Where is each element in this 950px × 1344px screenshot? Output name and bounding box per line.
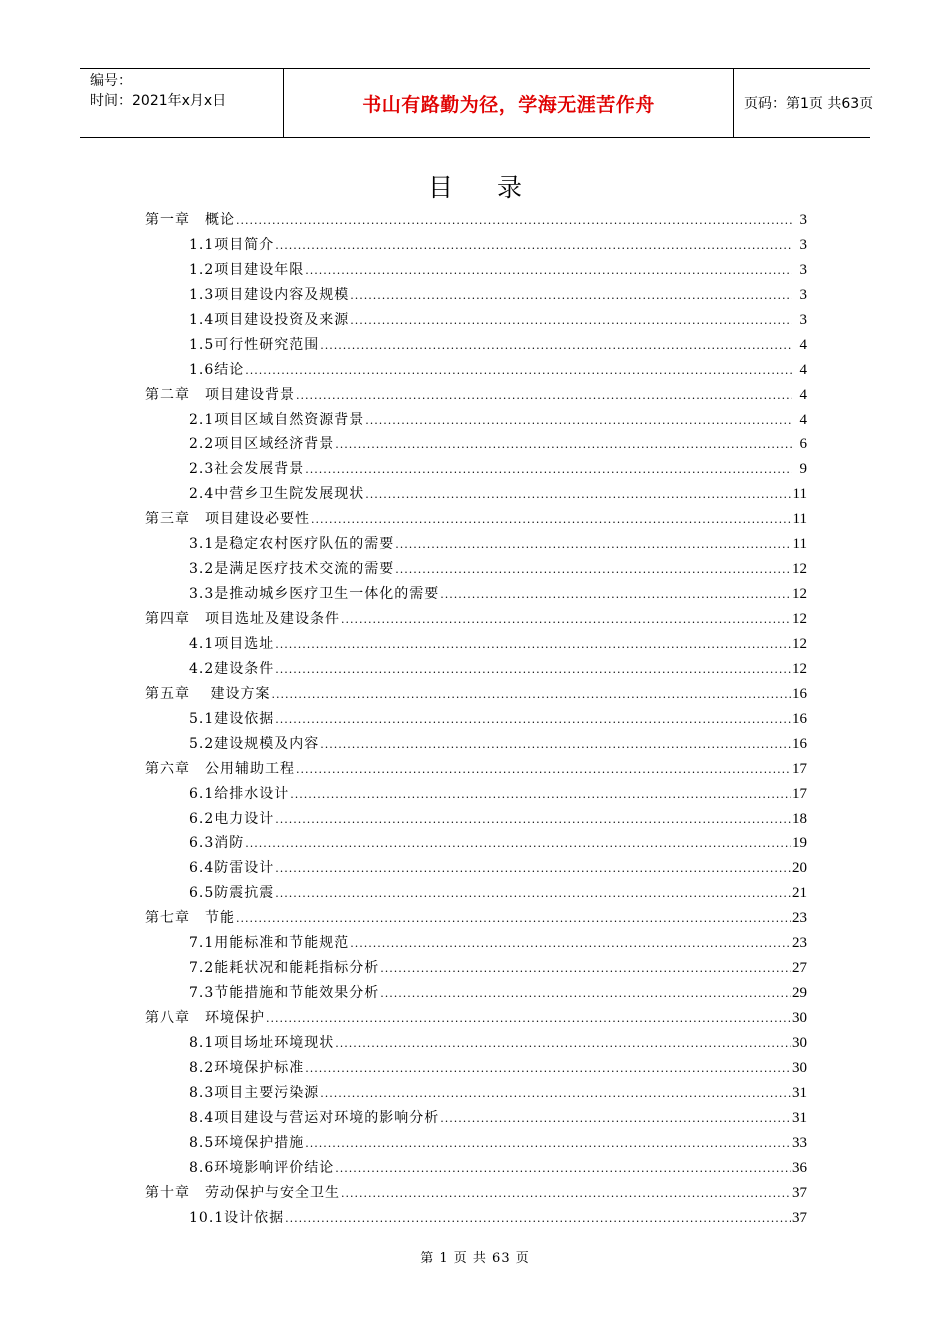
toc-page-number: 3 <box>799 212 807 228</box>
toc-section-entry[interactable] <box>145 657 807 682</box>
toc-section-entry[interactable] <box>145 408 807 433</box>
toc-dot-leader <box>296 384 792 409</box>
toc-dot-leader <box>395 533 791 558</box>
toc-dot-leader <box>380 982 791 1007</box>
table-of-contents <box>145 208 807 1230</box>
toc-section-entry[interactable] <box>145 582 807 607</box>
toc-dot-leader <box>341 608 791 633</box>
toc-entry-title: 第三章 项目建设必要性 <box>145 511 310 528</box>
toc-dot-leader <box>275 658 791 683</box>
toc-entry-title: 6.4防雷设计 <box>189 860 275 877</box>
toc-dot-leader <box>271 683 791 708</box>
toc-section-entry[interactable] <box>145 532 807 557</box>
header-motto: 书山有路勤为径，学海无涯苦作舟 <box>362 93 655 116</box>
toc-entry-title: 8.4项目建设与营运对环境的影响分析 <box>189 1109 440 1126</box>
toc-section-entry[interactable] <box>145 233 807 258</box>
toc-entry-title: 1.3项目建设内容及规模 <box>189 286 350 303</box>
toc-entry-title: 第十章 劳动保护与安全卫生 <box>145 1184 340 1201</box>
toc-dot-leader <box>296 758 791 783</box>
toc-section-entry[interactable] <box>145 1056 807 1081</box>
toc-section-entry[interactable] <box>145 1031 807 1056</box>
toc-dot-leader <box>335 433 792 458</box>
toc-entry-title: 8.6环境影响评价结论 <box>189 1159 335 1176</box>
toc-entry-title: 1.2项目建设年限 <box>189 261 305 278</box>
toc-entry-title: 第七章 节能 <box>145 910 235 927</box>
toc-page-number: 17 <box>792 760 807 777</box>
toc-entry-title: 3.2是满足医疗技术交流的需要 <box>189 561 395 578</box>
toc-entry-title: 1.4项目建设投资及来源 <box>189 311 350 328</box>
toc-entry-title: 6.1给排水设计 <box>189 785 290 802</box>
toc-page-number: 12 <box>792 611 807 627</box>
toc-section-entry[interactable] <box>145 632 807 657</box>
toc-dot-leader <box>335 1157 791 1182</box>
toc-page-number: 12 <box>792 586 807 603</box>
toc-dot-leader <box>395 558 791 583</box>
toc-page-number: 37 <box>792 1184 807 1201</box>
toc-dot-leader <box>440 583 791 608</box>
toc-dot-leader <box>320 733 791 758</box>
toc-section-entry[interactable] <box>145 432 807 457</box>
toc-chapter-entry[interactable] <box>145 1006 807 1031</box>
toc-chapter-entry[interactable] <box>145 757 807 782</box>
toc-chapter-entry[interactable] <box>145 383 807 408</box>
toc-section-entry[interactable] <box>145 732 807 757</box>
toc-page-number: 23 <box>792 910 807 927</box>
toc-entry-title: 1.6结论 <box>189 361 245 378</box>
toc-chapter-entry[interactable] <box>145 682 807 707</box>
toc-dot-leader <box>275 808 791 833</box>
toc-chapter-entry[interactable] <box>145 906 807 931</box>
toc-section-entry[interactable] <box>145 457 807 482</box>
toc-entry-title: 2.2项目区域经济背景 <box>189 436 335 453</box>
toc-dot-leader <box>236 907 791 932</box>
toc-page-number: 19 <box>792 835 807 852</box>
toc-entry-title: 5.1建设依据 <box>189 710 275 727</box>
toc-section-entry[interactable] <box>145 981 807 1006</box>
toc-entry-title: 4.1项目选址 <box>189 635 275 652</box>
toc-page-number: 31 <box>792 1084 807 1101</box>
toc-page-number: 33 <box>792 1134 807 1151</box>
toc-section-entry[interactable] <box>145 831 807 856</box>
toc-page-number: 16 <box>792 710 807 727</box>
toc-dot-leader <box>305 1132 791 1157</box>
toc-chapter-entry[interactable] <box>145 208 807 233</box>
toc-page-number: 21 <box>792 885 807 902</box>
header-motto-cell <box>283 69 734 137</box>
toc-entry-title: 5.2建设规模及内容 <box>189 735 320 752</box>
toc-entry-title: 8.5环境保护措施 <box>189 1134 305 1151</box>
toc-dot-leader <box>266 1007 791 1032</box>
toc-dot-leader <box>275 857 791 882</box>
toc-entry-title: 2.4中营乡卫生院发展现状 <box>189 486 365 503</box>
toc-entry-title: 10.1设计依据 <box>189 1209 285 1226</box>
toc-dot-leader <box>365 483 791 508</box>
toc-page-number: 36 <box>792 1159 807 1176</box>
toc-dot-leader <box>275 882 791 907</box>
toc-entry-title: 6.3消防 <box>189 835 245 852</box>
toc-entry-title: 2.3社会发展背景 <box>189 461 305 478</box>
toc-entry-title: 7.2能耗状况和能耗指标分析 <box>189 960 380 977</box>
toc-page-number: 11 <box>792 511 807 528</box>
toc-page-number: 12 <box>792 561 807 578</box>
toc-dot-leader <box>245 832 791 857</box>
toc-section-entry[interactable] <box>145 956 807 981</box>
toc-dot-leader <box>275 633 791 658</box>
toc-page-number: 17 <box>792 785 807 802</box>
toc-entry-title: 7.3节能措施和节能效果分析 <box>189 985 380 1002</box>
toc-section-entry[interactable] <box>145 856 807 881</box>
toc-dot-leader <box>275 234 792 259</box>
toc-page-number: 20 <box>792 860 807 877</box>
toc-section-entry[interactable] <box>145 807 807 832</box>
toc-dot-leader <box>245 359 792 384</box>
toc-page-number: 3 <box>799 311 807 328</box>
toc-dot-leader <box>305 259 792 284</box>
toc-entry-title: 8.2环境保护标准 <box>189 1059 305 1076</box>
toc-entry-title: 8.3项目主要污染源 <box>189 1084 320 1101</box>
toc-dot-leader <box>350 932 791 957</box>
toc-section-entry[interactable] <box>145 1081 807 1106</box>
toc-chapter-entry[interactable] <box>145 607 807 632</box>
serial-label: 编号： <box>90 73 132 89</box>
toc-page-number: 30 <box>792 1010 807 1026</box>
toc-dot-leader <box>350 284 792 309</box>
page-footer: 第 1 页 共 63 页 <box>420 1251 530 1266</box>
toc-section-entry[interactable] <box>145 1131 807 1156</box>
toc-dot-leader <box>350 309 792 334</box>
toc-page-number: 23 <box>792 935 807 952</box>
toc-page-number: 31 <box>792 1109 807 1126</box>
toc-page-number: 11 <box>792 486 807 503</box>
toc-entry-title: 8.1项目场址环境现状 <box>189 1034 335 1051</box>
time-label: 时间：2021年x月x日 <box>90 93 227 109</box>
toc-dot-leader <box>365 409 792 434</box>
toc-page-number: 3 <box>799 261 807 278</box>
toc-section-entry[interactable] <box>145 1106 807 1131</box>
toc-dot-leader <box>290 783 791 808</box>
toc-chapter-entry[interactable] <box>145 507 807 532</box>
toc-dot-leader <box>320 334 792 359</box>
toc-title: 目录 <box>427 173 566 202</box>
toc-entry-title: 3.3是推动城乡医疗卫生一体化的需要 <box>189 586 440 603</box>
toc-dot-leader <box>305 458 792 483</box>
toc-dot-leader <box>275 708 791 733</box>
toc-dot-leader <box>285 1207 791 1232</box>
toc-section-entry[interactable] <box>145 557 807 582</box>
toc-entry-title: 2.1项目区域自然资源背景 <box>189 411 365 428</box>
toc-section-entry[interactable] <box>145 931 807 956</box>
toc-page-number: 30 <box>792 1034 807 1051</box>
toc-section-entry[interactable] <box>145 881 807 906</box>
header-page-info: 页码：第1页 共63页 <box>744 96 874 112</box>
toc-page-number: 27 <box>792 960 807 977</box>
toc-section-entry[interactable] <box>145 333 807 358</box>
toc-page-number: 4 <box>799 386 807 403</box>
toc-page-number: 16 <box>792 735 807 752</box>
toc-section-entry[interactable] <box>145 283 807 308</box>
toc-entry-title: 6.5防震抗震 <box>189 885 275 902</box>
toc-page-number: 3 <box>799 236 807 253</box>
toc-section-entry[interactable] <box>145 782 807 807</box>
toc-dot-leader <box>236 209 792 234</box>
toc-section-entry[interactable] <box>145 707 807 732</box>
toc-dot-leader <box>311 508 792 533</box>
page-header <box>80 68 874 138</box>
toc-dot-leader <box>380 957 791 982</box>
toc-entry-title: 1.1项目简介 <box>189 236 275 253</box>
toc-entry-title: 4.2建设条件 <box>189 660 275 677</box>
toc-page-number: 3 <box>799 286 807 303</box>
toc-page-number: 12 <box>792 635 807 652</box>
toc-entry-title: 6.2电力设计 <box>189 810 275 827</box>
toc-page-number: 4 <box>799 361 807 378</box>
toc-entry-title: 1.5可行性研究范围 <box>189 336 320 353</box>
toc-entry-title: 第一章 概论 <box>145 212 235 228</box>
toc-entry-title: 3.1是稳定农村医疗队伍的需要 <box>189 536 395 553</box>
toc-dot-leader <box>440 1107 791 1132</box>
header-info <box>80 69 283 137</box>
toc-entry-title: 第六章 公用辅助工程 <box>145 760 295 777</box>
toc-dot-leader <box>335 1032 791 1057</box>
toc-section-entry[interactable] <box>145 358 807 383</box>
toc-page-number: 18 <box>792 810 807 827</box>
toc-entry-title: 第四章 项目选址及建设条件 <box>145 611 340 627</box>
toc-section-entry[interactable] <box>145 482 807 507</box>
toc-page-number: 16 <box>792 685 807 702</box>
toc-page-number: 6 <box>799 436 807 453</box>
toc-entry-title: 第八章 环境保护 <box>145 1010 265 1026</box>
toc-chapter-entry[interactable] <box>145 1181 807 1206</box>
toc-page-number: 37 <box>792 1209 807 1226</box>
toc-page-number: 30 <box>792 1059 807 1076</box>
toc-page-number: 29 <box>792 985 807 1002</box>
toc-page-number: 4 <box>799 411 807 428</box>
toc-entry-title: 第五章 建设方案 <box>145 685 271 702</box>
toc-page-number: 12 <box>792 660 807 677</box>
toc-section-entry[interactable] <box>145 1156 807 1181</box>
toc-page-number: 4 <box>799 336 807 353</box>
toc-section-entry[interactable] <box>145 308 807 333</box>
toc-dot-leader <box>305 1057 791 1082</box>
toc-page-number: 11 <box>792 536 807 553</box>
toc-page-number: 9 <box>799 461 807 478</box>
toc-entry-title: 7.1用能标准和节能规范 <box>189 935 350 952</box>
toc-entry-title: 第二章 项目建设背景 <box>145 386 295 403</box>
toc-dot-leader <box>341 1182 791 1207</box>
toc-dot-leader <box>320 1082 791 1107</box>
toc-section-entry[interactable] <box>145 1206 807 1231</box>
toc-section-entry[interactable] <box>145 258 807 283</box>
